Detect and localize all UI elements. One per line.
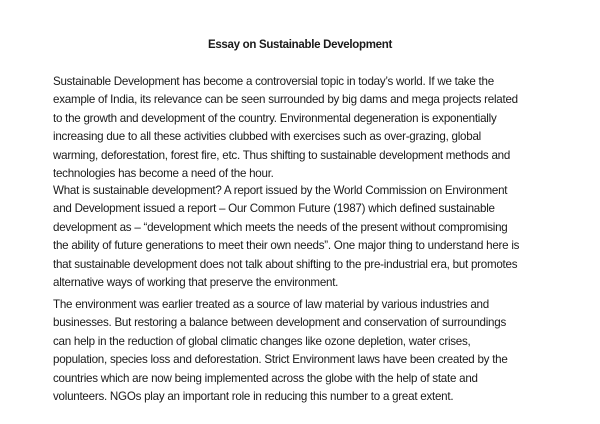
paragraph-3 xyxy=(53,296,593,406)
text-line: to the growth and development of the country. Environmental degeneration is exponentially xyxy=(53,111,497,125)
paragraph-2 xyxy=(53,182,593,292)
text-line: population, species loss and deforestation. Strict Environment laws have been created by the xyxy=(53,353,508,367)
text-line: development as – “development which meets the needs of the present without compromising xyxy=(53,220,508,234)
text-line: example of India, its relevance can be seen surrounded by big dams and mega projects related xyxy=(53,93,518,107)
text-line: can help in the reduction of global climatic changes like ozone depletion, water crises, xyxy=(53,334,471,348)
text-line: that sustainable development does not talk about shifting to the pre-industrial era, but promotes xyxy=(53,257,518,271)
text-line: and Development issued a report – Our Common Future (1987) which defined sustainable xyxy=(53,202,495,216)
text-line: volunteers. NGOs play an important role in reducing this number to a great extent. xyxy=(53,390,454,404)
paragraph-1 xyxy=(53,73,593,183)
text-line: technologies has become a need of the hour. xyxy=(53,167,274,181)
text-line: Sustainable Development has become a controversial topic in today’s world. If we take the xyxy=(53,75,494,88)
essay-title: Essay on Sustainable Development xyxy=(207,39,393,51)
text-line: The environment was earlier treated as a source of law material by various industries and xyxy=(53,298,489,311)
text-line: businesses. But restoring a balance between development and conservation of surroundings xyxy=(53,316,506,330)
text-line: alternative ways of working that preserve the environment. xyxy=(53,276,339,290)
text-line: warming, deforestation, forest fire, etc. Thus shifting to sustainable development methods and xyxy=(53,148,511,162)
text-line: increasing due to all these activities clubbed with exercises such as over-grazing, global xyxy=(53,130,481,144)
text-line: What is sustainable development? A report issued by the World Commission on Environment xyxy=(53,184,508,197)
text-line: countries which are now being implemented across the globe with the help of state and xyxy=(53,371,478,385)
text-line: the ability of future generations to meet their own needs”. One major thing to understand here is xyxy=(53,239,520,253)
